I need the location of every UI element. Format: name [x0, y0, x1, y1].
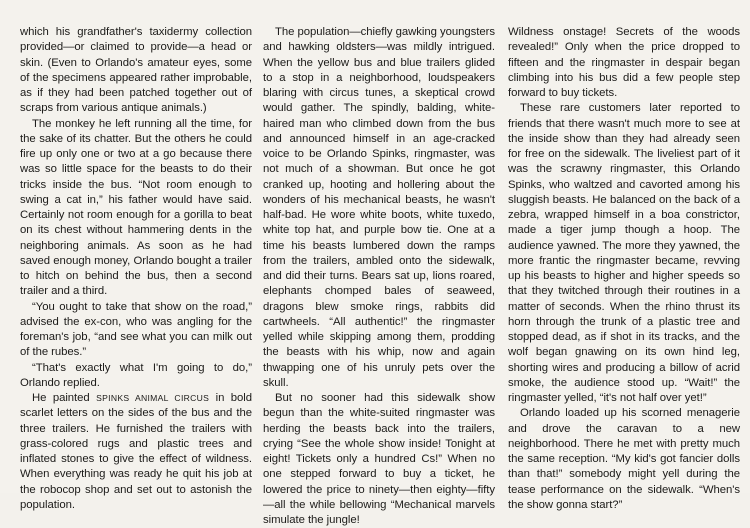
paragraph: Wildness onstage! Secrets of the woods revealed!” Only when the price dropped to fifteen and the ringmaster in despair began climbing into his bus did a few people step forward to buy tickets.	[508, 26, 740, 99]
paragraph-text: in bold scarlet letters on the sides of the bus and the three trailers. He furnished the trailers with grass-colored rugs and plastic trees and inflated stones to give the effect of wildness. When everything was ready he quit his job at the robocop shop and set out to astonish the population.	[20, 392, 252, 511]
paragraph-text: He painted	[32, 392, 97, 404]
paragraph: Orlando loaded up his scorned menagerie and drove the caravan to a new neighborhood. There he met with pretty much the same reception. “My kid's got fancier dolls than that!” somebody might yell during the tease performance on the sidewalk. “When's the show gonna start?”	[508, 407, 740, 511]
paragraph: But no sooner had this sidewalk show begun than the white-suited ringmaster was herding the beasts back into the trailers, crying “See the whole show inside! Tonight at eight! Tickets only a hundred Cs!” When no one stepped forward to buy a ticket, he lowered the price to ninety—then eighty—fifty—all the while bellowing “Mechanical marvels simulate the jungle!	[263, 392, 495, 526]
paragraph: which his grandfather's taxidermy collection provided—or claimed to provide—a head or skin. (Even to Orlando's amateur eyes, some of the specimens appeared rather improbable, as if they had been patched together out of scraps from various antique animals.)	[20, 26, 252, 115]
paragraph	[20, 391, 252, 513]
text-column-3	[508, 25, 740, 513]
paragraph: The population—chiefly gawking youngsters and hawking oldsters—was mildly intrigued. When the yellow bus and blue trailers glided to a stop in a neighborhood, loudspeakers blaring with circus tunes, a skeptical crowd would gather. The spindly, balding, white-haired man who climbed down from the bus and announced himself in an age-cracked voice to be Orlando Spinks, ringmaster, was not much of a showman. But once he got cranked up, hooting and hollering about the wonders of his mechanical beasts, he wasn't half-bad. He wore white boots, white tuxedo, white top hat, and purple bow tie. One at a time his beasts lumbered down the ramps from the trailers, ambled onto the sidewalk, and did their turns. Bears sat up, lions roared, elephants chomped bales of seaweed, dragons blew smoke rings, rabbits did cartwheels. “All authentic!” the ringmaster yelled while skipping among them, prodding the beasts with his whip, now and again thwapping one of his unruly pets over the skull.	[263, 26, 495, 389]
paragraph: These rare customers later reported to friends that there wasn't much more to see at the inside show than they had already seen for free on the sidewalk. The liveliest part of it was the scrawny ringmaster, this Orlando Spinks, who waltzed and cavorted among his sluggish beasts. He balanced on the back of a zebra, wrapped himself in a boa constrictor, made a tiger jump though a hoop. The audience yawned. The more they yawned, the more frantic the ringmaster became, revving up his beasts to higher and higher speeds so that they twitched through their routines in a matter of seconds. When the rhino thrust its horn through the trunk of a plastic tree and stopped dead, as if shot in its tracks, and the wolf began gnawing on its own hind leg, shorting wires and producing a billow of acrid smoke, the audience stood up. “Wait!” the ringmaster yelled, “it's not half over yet!”	[508, 102, 740, 404]
paragraph: “You ought to take that show on the road,” advised the ex-con, who was angling for the foreman's job, “and see what you can milk out of the rubes.”	[20, 300, 252, 359]
paragraph: “That's exactly what I'm going to do,” Orlando replied.	[20, 361, 252, 389]
text-column-1	[20, 25, 252, 513]
circus-name-smallcaps: SPINKS ANIMAL CIRCUS	[96, 393, 210, 403]
paragraph: The monkey he left running all the time, for the sake of its chatter. But the others he could fire up only one or two at a go because there was so little space for the beasts to do their tricks inside the bus. “Not room enough to swing a cat in,” his father would have said. Certainly not room enough for a gorilla to beat on its chest without hammering dents in the neighboring animals. As soon as he had saved enough money, Orlando bought a trailer to hitch on behind the bus, then a second trailer and a third.	[20, 117, 252, 298]
text-column-2	[263, 25, 495, 528]
